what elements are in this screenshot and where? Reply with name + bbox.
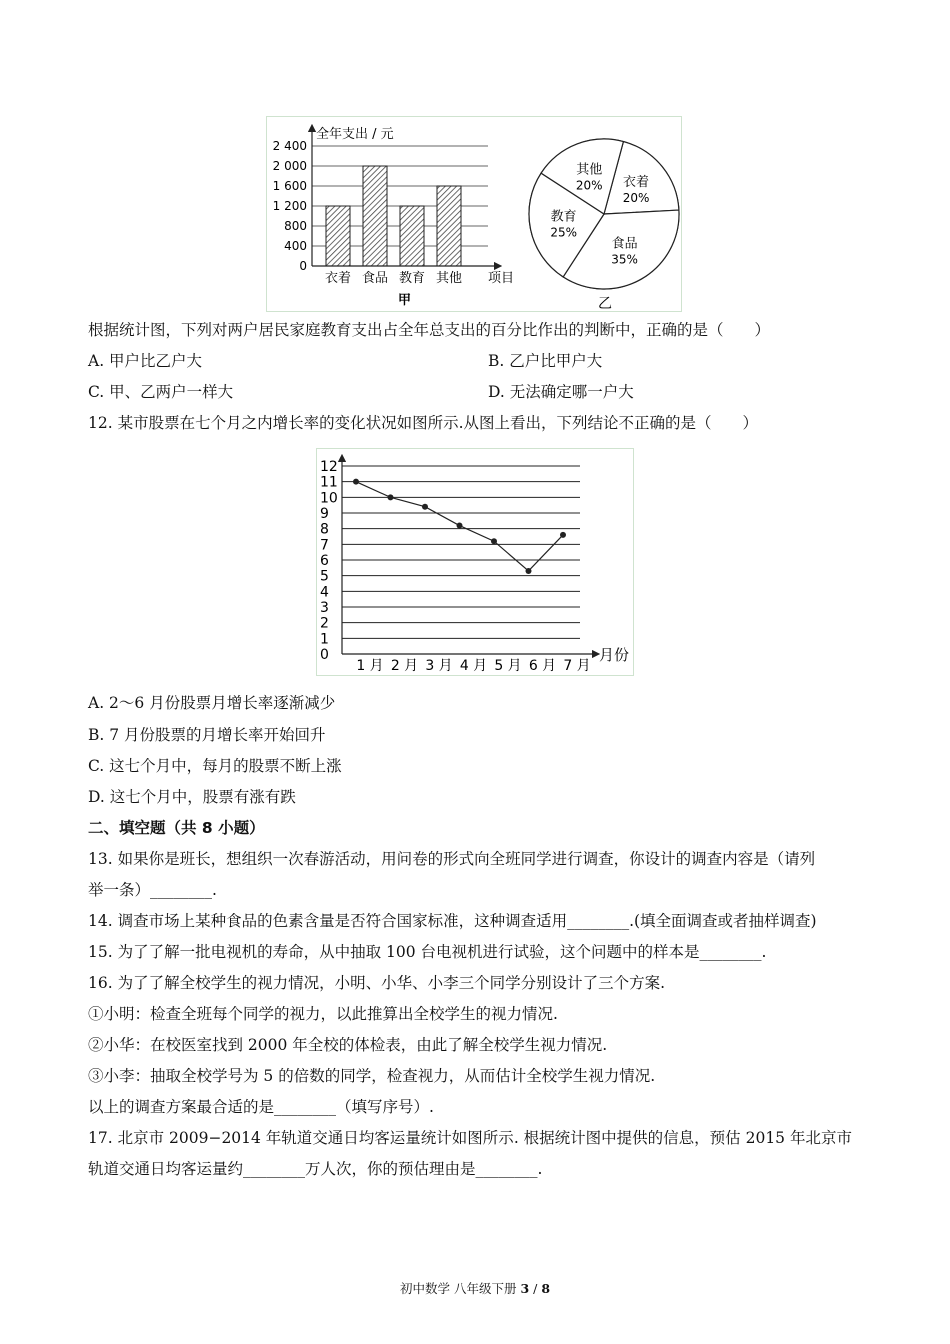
line-point-1 [353,479,359,485]
line-x-tick-label: 2 月 [390,658,419,674]
line-y-tick-label: 11 [320,474,338,491]
line-y-tick-label: 2 [320,615,329,632]
q12-stem: 12. 某市股票在七个月之内增长率的变化状况如图所示.从图上看出，下列结论不正确的是（ ） [88,414,759,432]
line-point-3 [422,504,428,510]
q11-stem: 根据统计图，下列对两户居民家庭教育支出占全年总支出的百分比作出的判断中，正确的是（ ） [88,321,771,339]
line-point-5 [491,538,497,544]
q16-plan-3: ③小李：抽取全校学号为 5 的倍数的同学，检查视力，从而估计全校学生视力情况. [88,1067,656,1085]
line-x-tick-label: 4 月 [459,658,488,674]
footer-page: 3 [520,1281,530,1296]
bar-y-tick-label: 1 200 [272,199,307,213]
pie-slice-percent: 20% [575,178,603,193]
line-x-tick-label: 3 月 [425,658,453,674]
line-y-tick-label: 9 [320,506,329,522]
bar-y-tick-label: 400 [284,239,307,253]
line-point-2 [388,494,394,500]
bar-x-tick-label: 其他 [435,271,463,286]
line-x-tick-label: 6 月 [528,658,557,674]
q17-line1: 17. 北京市 2009−2014 年轨道交通日均客运量统计如图所示. 根据统计图中提供的信息，预估 2015 年北京市 [88,1129,852,1147]
pie-slice-label: 教育 [550,209,577,225]
pie-slice-label: 其他 [576,162,603,178]
line-point-6 [526,568,532,574]
bar-x-tick-label: 食品 [361,271,389,286]
bar-y-tick-label: 0 [299,259,307,273]
line-y-tick-label: 6 [320,553,329,569]
q11-option-c: C. 甲、乙两户一样大 [88,383,234,401]
bar-y-tick-label: 2 400 [272,139,307,153]
pie-slice-percent: 35% [611,252,638,267]
q11-option-b: B. 乙户比甲户大 [488,352,603,370]
bar-x-tick-label: 衣着 [324,271,352,286]
line-x-tick-label: 7 月 [563,658,591,674]
pie-slice-label: 衣着 [623,175,650,191]
bar-x-axis-label: 项目 [488,271,515,286]
q11-option-a: A. 甲户比乙户大 [88,352,203,370]
bar-x-tick-label: 教育 [398,271,426,286]
pie-slice-percent: 20% [622,191,650,206]
line-y-tick-label: 5 [320,568,329,585]
q16-answer: 以上的调查方案最合适的是________（填写序号）. [88,1098,434,1116]
bar-chart-title: 全年支出 / 元 [316,127,394,142]
q11-option-d: D. 无法确定哪一户大 [488,383,634,401]
footer-text: 初中数学 八年级下册 [399,1281,521,1296]
q12-option-b: B. 7 月份股票的月增长率开始回升 [88,726,326,744]
q12-option-d: D. 这七个月中，股票有涨有跌 [88,788,296,806]
pie-chart-caption: 乙 [598,296,612,312]
pie-slice-percent: 25% [550,225,577,240]
bar-1 [326,206,350,266]
figure-expenses [266,116,682,312]
line-y-tick-label: 4 [320,584,329,601]
line-y-tick-label: 8 [320,521,329,538]
bar-y-tick-label: 1 600 [272,179,307,193]
line-x-tick-label: 5 月 [494,658,522,674]
line-point-4 [457,523,463,529]
q12-option-a: A. 2～6 月份股票月增长率逐渐减少 [88,694,336,712]
bar-chart-caption: 甲 [398,293,412,308]
q16-plan-1: ①小明：检查全班每个同学的视力，以此推算出全校学生的视力情况. [88,1005,558,1023]
q17-line2: 轨道交通日均客运量约________万人次，你的预估理由是________. [88,1160,543,1178]
bar-y-tick-label: 2 000 [272,159,307,173]
line-x-axis-label: 月份 [599,646,630,664]
line-y-tick-label: 3 [320,600,329,616]
line-x-tick-labels [356,658,590,674]
q15: 15. 为了了解一批电视机的寿命，从中抽取 100 台电视机进行试验，这个问题中的样本是________. [88,943,767,961]
line-point-7 [560,532,566,538]
section-heading: 二、填空题（共 8 小题） [88,819,265,837]
bar-3 [400,206,424,266]
pie-slice-label: 食品 [611,236,638,252]
line-x-tick-label: 1 月 [356,658,384,674]
footer-sep: / [529,1281,542,1296]
line-y-tick-label: 0 [320,647,329,663]
q13-line1: 13. 如果你是班长，想组织一次春游活动，用问卷的形式向全班同学进行调查，你设计的调查内容是（请列 [88,850,816,868]
bar-2 [363,166,387,266]
q14: 14. 调查市场上某种食品的色素含量是否符合国家标准，这种调查适用________.(填全面调查或者抽样调查) [88,912,817,930]
bar-y-tick-label: 800 [284,219,307,233]
line-y-tick-label: 1 [320,631,329,648]
q12-option-c: C. 这七个月中，每月的股票不断上涨 [88,757,342,775]
bar-4 [437,186,461,266]
figure-stock-growth [316,448,634,676]
q16-plan-2: ②小华：在校医室找到 2000 年全校的体检表，由此了解全校学生视力情况. [88,1036,608,1054]
line-y-tick-label: 7 [320,537,329,554]
q16: 16. 为了了解全校学生的视力情况，小明、小华、小李三个同学分别设计了三个方案. [88,974,666,992]
line-y-tick-label: 10 [320,490,338,507]
footer-total: 8 [541,1281,551,1296]
q13-line2: 举一条）________. [88,881,217,899]
line-y-tick-label: 12 [320,459,338,475]
page-footer [0,1279,950,1297]
